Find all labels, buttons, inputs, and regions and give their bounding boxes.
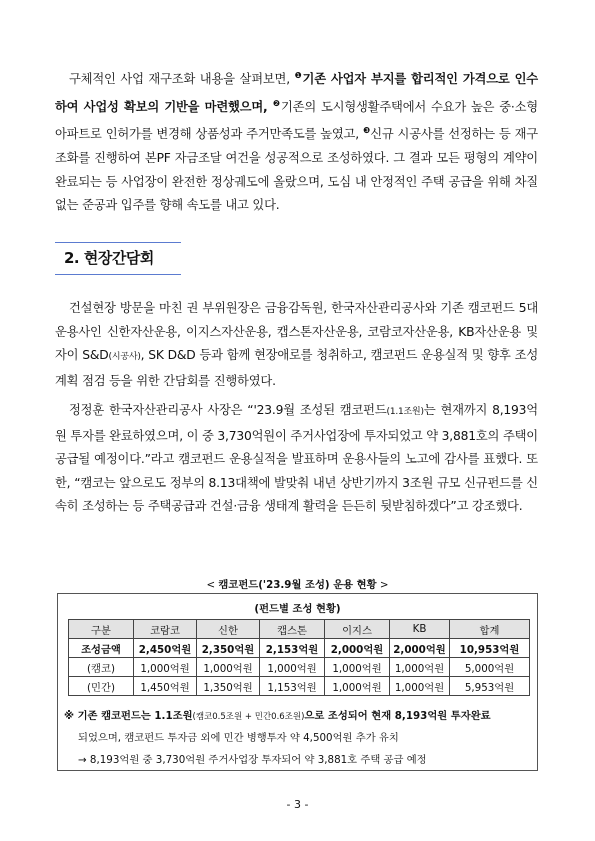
table-cell: 2,153억원 [260,639,325,658]
paragraph-kamco [55,399,538,519]
note-text: ※ 기존 캠코펀드는 1.1조원 [64,710,193,722]
table-subtitle: (펀드별 조성 현황) [254,603,341,615]
text-run: 건설현장 방문을 마친 권 부위원장은 금융감독원, 한국자산관리공사와 기존 캠코펀드 5대 운용사인 신한자산운용, 이지스자산운용, 캡스톤자산운용, 코람코자산운용, KB자산운용 및 자이 S&D [55,301,538,363]
header-cell: 신한 [197,620,260,639]
marker-1: ❶ [294,71,303,80]
paragraph-meeting [55,297,538,393]
text-run: , SK D&D 등과 함께 현장애로를 청취하고, 캠코펀드 운용실적 및 향후 조성계획 점검 등을 위한 간담회를 진행하였다. [55,348,538,388]
table-cell: 1,000억원 [260,658,325,677]
header-cell: 캡스톤 [260,620,325,639]
table-cell: 1,153억원 [260,677,325,696]
table-cell: 5,953억원 [450,677,530,696]
text-run: 기존의 도시형생활주택에서 수요가 높은 중·소형 아파트로 인허가를 변경해 상품성과 주거만족도를 높였고, [55,99,538,142]
header-cell: 이지스 [325,620,390,639]
table-cell: 1,000억원 [197,658,260,677]
table-cell: 2,350억원 [197,639,260,658]
section-rule-bottom [55,274,181,275]
table-cell: 1,450억원 [134,677,197,696]
marker-2: ❷ [272,98,281,108]
section-rule-top [55,242,181,243]
table-cell: 1,000억원 [390,658,450,677]
note-line-1 [64,707,491,722]
header-cell: 구분 [69,620,134,639]
page-number: - 3 - [286,798,309,811]
table-cell: 2,450억원 [134,639,197,658]
marker-3: ❸ [362,126,371,136]
text-run-small: (시공사) [108,352,141,363]
caption-pre: < [206,579,219,591]
note-line-2: 되었으며, 캠코펀드 투자금 외에 민간 병행투자 약 4,500억원 추가 유치 [78,732,399,744]
row-label: (민간) [69,677,134,696]
header-cell: 코람코 [134,620,197,639]
note-text-small: (캠코0.5조원 + 민간0.6조원) [192,712,305,722]
table-cell: 2,000억원 [390,639,450,658]
text-run: 정정훈 한국자산관리공사 사장은 “'23.9월 조성된 캠코펀드 [69,403,387,417]
note-line-3: → 8,193억원 중 3,730억원 주거사업장 투자되어 약 3,881호 주택 공급 예정 [78,754,427,766]
fund-table [68,619,530,696]
header-cell: KB [390,620,450,639]
text-run: 기존 사업자 부지를 합리적인 가격으로 인수하여 사업성 확보의 기반을 마련했으며, [55,72,538,114]
table-header-row [69,620,530,639]
table-cell: 1,000억원 [325,658,390,677]
table-cell: 10,953억원 [450,639,530,658]
table-cell: 1,000억원 [134,658,197,677]
table-cell: 1,000억원 [390,677,450,696]
table-cell: 5,000억원 [450,658,530,677]
table-cell: 1,000억원 [325,677,390,696]
header-cell: 합계 [450,620,530,639]
table-row [69,677,530,696]
section-title: 2. 현장간담회 [64,249,154,267]
note-text: 으로 조성되어 현재 8,193억원 투자완료 [304,710,491,722]
row-label: 조성금액 [69,639,134,658]
caption-post: > [376,579,389,591]
table-row [69,639,530,658]
table-row [69,658,530,677]
text-run: 구체적인 사업 재구조화 내용을 살펴보면, [69,72,295,87]
table-cell: 2,000억원 [325,639,390,658]
text-run-small: (1.1조원) [386,407,424,417]
row-label: (캠코) [69,658,134,677]
caption-main: 캠코펀드('23.9월 조성) 운용 현황 [218,579,377,591]
table-caption [0,576,595,591]
paragraph-restructuring [55,64,538,218]
text-run: 는 현재까지 8,193억원 투자를 완료하였으며, 이 중 3,730억원이 주거사업장에 투자되었고 약 3,881호의 주택이 공급될 예정이다.”라고 캠코펀드 운용실적을 발표하며 운용사들의 노고에 감사를 표했다. 또한, “캠코는 앞으로도 정부의 8.13대책에 발맞춰 내년 상반기까지 3조원 규모 신규펀드를 신속히 조성하는 등 주택공급과 건설·금융 생태계 활력을 든든히 뒷받침하겠다”고 강조했다. [55,403,538,514]
table-cell: 1,350억원 [197,677,260,696]
text-run: 신규 시공사를 선정하는 등 재구조화를 진행하여 본PF 자금조달 여건을 성공적으로 조성하였다. 그 결과 모든 평형의 계약이 완료되는 등 사업장이 완전한 정상궤도에 올랐으며, 도심 내 안정적인 주택 공급을 위해 차질 없는 준공과 입주를 향해 속도를 내고 있다. [55,127,538,213]
